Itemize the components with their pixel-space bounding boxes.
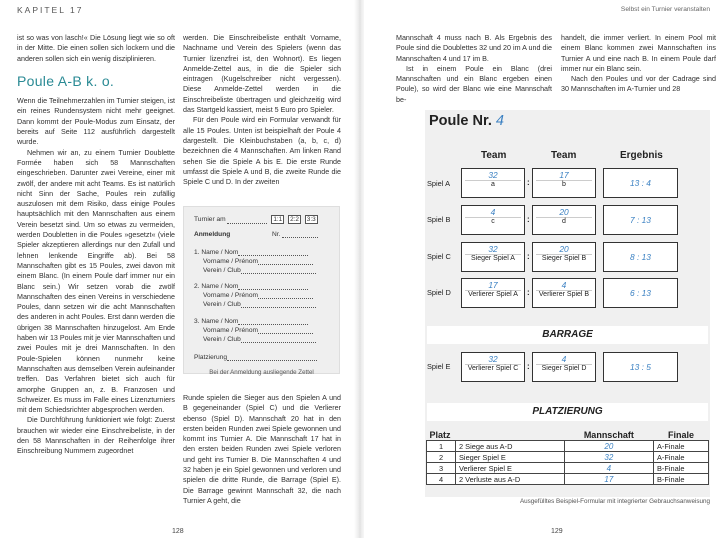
team-box: 32 Verlierer Spiel C bbox=[461, 352, 525, 382]
team-box: 17 b bbox=[532, 168, 596, 198]
chapter-running-head: Selbst ein Turnier veranstalten bbox=[620, 6, 710, 13]
team-box: 20 Sieger Spiel B bbox=[532, 242, 596, 272]
name-label: 2. Name / Nom bbox=[194, 283, 239, 290]
left-column-2-bottom bbox=[183, 393, 341, 506]
paragraph: Nehmen wir an, zu einem Turnier Doublette Formée haben sich 58 Mannschaften eingeschrieben. Darunter zwei Vereine, einer mit zwölf, der andere mit acht Teams. Es ist natürlich nicht Sinn der Sache, Poules rein zufällig auszulosen mit dem Risiko, dass einige Poules hauptsächlich mit den Mannschaften aus einem Verein besetzt sind. Um so etwas zu vermeiden, werden Doubletten in die Poules »gesetzt« (viele Spieler akzeptieren allerdings nur den Zufall und lehnen lenkende Eingriffe ab). Bei 58 Mannschaften gibt es 15 Poules, zwei davon mit einem Blanc. (In einem Poule darf immer nur ein Blanc sein.) Wir setzen vorab die zwölf Mannschaften des einen Vereins in verschiedene Poules, dann setzen wir die acht Mannschaften des anderen in acht Poules. Erst dann werden die übrigen 38 Mannschaften hinzugelost. Am Ende haben wir 13 Poules mit je vier Mannschaften und zwei Poules mit je drei Mannschaften. In den Poule-Spielen können nunmehr keine Mannschaften aus demselben Verein aufeinander treffen. Das Verfahren bietet sich auch für amorphe Gruppen an, z. B. Franzosen und Schweizer. Es muss im Falle eines Lizenzturniers mit dem Schiedsrichter abgesprochen werden. bbox=[17, 148, 175, 415]
tournament-date-label: Turnier am bbox=[194, 216, 226, 223]
game-label: Spiel D bbox=[427, 288, 451, 297]
team-box: 32 Sieger Spiel A bbox=[461, 242, 525, 272]
paragraph: Die Durchführung funktioniert wie folgt: Zuerst brauchen wir wieder eine Einschreibeliste, in der den 58 Mannschaften in der Reihenfolge ihrer Einschreibung Nummern zugeordnet bbox=[17, 416, 175, 456]
registration-form-caption: Bei der Anmeldung ausliegende Zettel bbox=[209, 369, 314, 376]
team-header: Team bbox=[481, 150, 507, 161]
format-box: 1:1 bbox=[273, 216, 283, 223]
first-name-label: Vorname / Prénom bbox=[203, 292, 258, 299]
paragraph: Mannschaft 4 muss nach B. Als Ergebnis des Poule sind die Doublettes 32 und 20 im A und die Mannschaften 4 und 17 im B. bbox=[396, 34, 552, 63]
game-label: Spiel C bbox=[427, 252, 451, 261]
placement-table bbox=[426, 429, 709, 485]
placement-banner: PLATZIERUNG bbox=[427, 403, 708, 421]
club-label: Verein / Club bbox=[203, 267, 241, 274]
paragraph: Nach den Poules und vor der Cadrage sind 30 Mannschaften im A-Turnier und 28 bbox=[561, 75, 716, 94]
barrage-banner: BARRAGE bbox=[427, 326, 708, 344]
colon: : bbox=[527, 362, 530, 371]
score-box: 13 : 4 bbox=[603, 168, 678, 198]
team-header: Mannschaft bbox=[583, 429, 634, 440]
table-row: 2 Sieger Spiel E 32 A-Finale bbox=[427, 452, 709, 463]
section-heading: Poule A-B k. o. bbox=[17, 72, 115, 89]
paragraph: werden. Die Einschreibeliste enthält Vorname, Nachname und Verein des Spielers (wenn das Turnier lizenzfrei ist, den Wohnort). Es liegen Anmelde-Zettel aus, in die die Spieler sich eintragen (Kugelschreiber nicht vergessen). Diese Anmelde-Zettel werden in die Einschreibeliste übertragen und gleichzeitig wird das Startgeld kassiert, meist 5 Euro pro Spieler. bbox=[183, 34, 341, 115]
score-box: 6 : 13 bbox=[603, 278, 678, 308]
game-label: Spiel B bbox=[427, 215, 451, 224]
colon: : bbox=[527, 215, 530, 224]
paragraph: ist so was von lasch!« Die Lösung liegt wie so oft in der Mitte. Die einen sollen sich lockern und die anderen sollen sich ein wenig disziplinieren. bbox=[17, 34, 175, 63]
right-column-2 bbox=[561, 33, 716, 95]
paragraph: Wenn die Teilnehmerzahlen im Turnier steigen, ist ein reines Rundensystem nicht mehr geeignet. Dann kommt der Poule-Modus zum Einsatz, der bereits auf Seite 112 ausführlich dargestellt wurde. bbox=[17, 97, 175, 147]
first-name-label: Vorname / Prénom bbox=[203, 258, 258, 265]
table-row: 1 2 Siege aus A-D 20 A-Finale bbox=[427, 441, 709, 452]
poule-title bbox=[429, 113, 504, 129]
team-box: 17 Verlierer Spiel A bbox=[461, 278, 525, 308]
colon: : bbox=[527, 178, 530, 187]
poule-title-label: Poule Nr. bbox=[429, 113, 492, 129]
final-header: Finale bbox=[667, 429, 694, 440]
colon: : bbox=[527, 288, 530, 297]
game-label: Spiel A bbox=[427, 179, 451, 188]
team-box: 4 c bbox=[461, 205, 525, 235]
score-box: 8 : 13 bbox=[603, 242, 678, 272]
team-box: 4 Sieger Spiel D bbox=[532, 352, 596, 382]
poule-number: 4 bbox=[495, 113, 504, 129]
team-box: 20 d bbox=[532, 205, 596, 235]
number-label: Nr. bbox=[272, 231, 281, 238]
score-box: 7 : 13 bbox=[603, 205, 678, 235]
table-row: 3 Verlierer Spiel E 4 B-Finale bbox=[427, 463, 709, 474]
result-header: Ergebnis bbox=[620, 150, 663, 161]
page-number: 129 bbox=[551, 528, 563, 535]
name-label: 3. Name / Nom bbox=[194, 318, 239, 325]
place-header: Platz bbox=[429, 429, 451, 440]
score-box: 13 : 5 bbox=[603, 352, 678, 382]
poule-form bbox=[425, 110, 710, 497]
format-box: 2:2 bbox=[290, 216, 299, 223]
format-box: 3:3 bbox=[306, 216, 316, 223]
left-column-1 bbox=[17, 33, 175, 457]
paragraph: Runde spielen die Sieger aus den Spielen A und B gegeneinander (Spiel C) und die Verlierer ebenso (Spiel D). Mannschaft 20 hat in den ersten beiden Runden zwei Spiele gewonnen und kommt ins Turnier A. Die Mannschaft 17 hat in den ersten beiden Runden zwei Spiele verloren und geht ins Turnier B. Die Mannschaften 4 und 32 haben je ein Spiel gewonnen und verloren und spielen die dritte Runde, die Barrage (Spiel E). Die Barrage gewinnt Mannschaft 32, die nach Turnier A geht, die bbox=[183, 394, 341, 505]
team-box: 32 a bbox=[461, 168, 525, 198]
left-column-2-top bbox=[183, 33, 341, 187]
name-label: 1. Name / Nom bbox=[194, 249, 239, 256]
poule-form-caption: Ausgefülltes Beispiel-Formular mit integrierter Gebrauchsanweisung bbox=[519, 498, 710, 505]
right-column-1 bbox=[396, 33, 552, 105]
team-header: Team bbox=[551, 150, 577, 161]
club-label: Verein / Club bbox=[203, 336, 241, 343]
paragraph: handelt, die immer verliert. In einem Pool mit einem Blanc kommen zwei Mannschaften ins Turnier A und eine nach B. In einem Poule darf immer nur ein Blanc sein. bbox=[561, 34, 716, 73]
paragraph: Für den Poule wird ein Formular verwandt für alle 15 Poules. Unten ist beispielhaft der Poule 4 dargestellt. Die Kleinbuchstaben (a, b, c, d) bezeichnen die 4 Mannschaften. Am linken Rand sehen Sie die Spiele A bis E. Die erste Runde umfasst die Spiele A und B, die zweite Runde die Spiele C und D. In der zweiten bbox=[183, 116, 341, 187]
placement-label: Platzierung bbox=[194, 354, 227, 361]
placement-header-row bbox=[427, 429, 709, 441]
chapter-running-head: KAPITEL 17 bbox=[17, 5, 84, 15]
registration-form bbox=[183, 206, 340, 374]
left-page bbox=[0, 0, 356, 538]
club-label: Verein / Club bbox=[203, 301, 241, 308]
colon: : bbox=[527, 252, 530, 261]
paragraph: Ist in einem Poule ein Blanc (drei Mannschaften und ein Blanc ergeben einen Poule), so wird der Blanc wie eine Mannschaft be- bbox=[396, 64, 552, 104]
registration-heading: Anmeldung bbox=[194, 231, 231, 238]
table-row: 4 2 Verluste aus A-D 17 B-Finale bbox=[427, 474, 709, 485]
game-label: Spiel E bbox=[427, 362, 451, 371]
team-box: 4 Verlierer Spiel B bbox=[532, 278, 596, 308]
first-name-label: Vorname / Prénom bbox=[203, 327, 258, 334]
page-number: 128 bbox=[172, 528, 184, 535]
